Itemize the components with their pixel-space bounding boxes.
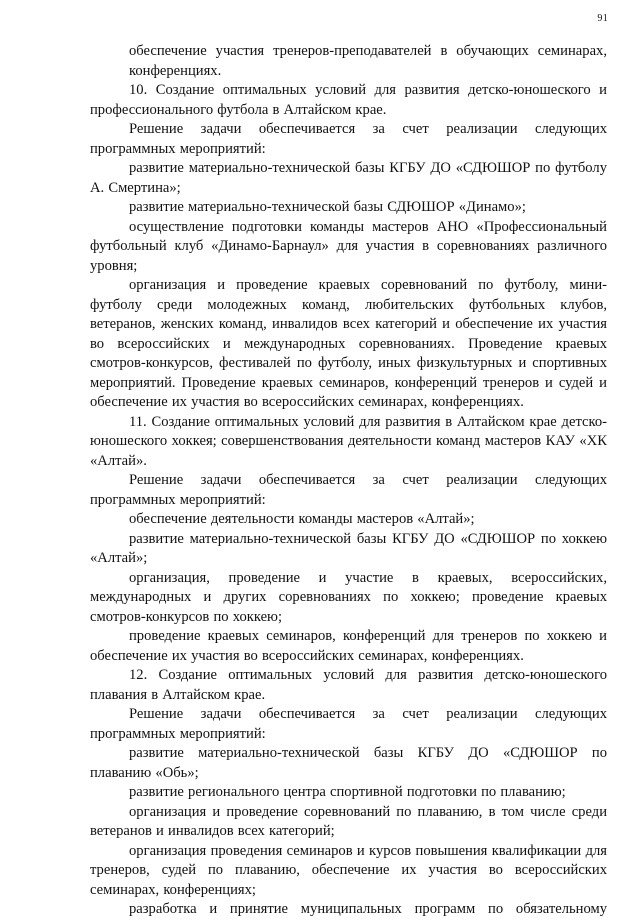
paragraph-task-11-heading: 11. Создание оптимальных условий для развития в Алтайском крае детско-юношеского хоккея; совершенствования деятельности команд мастеров КАУ «ХК «Алтай». [90,413,607,469]
paragraph-task-11-intro: Решение задачи обеспечивается за счет реализации следующих программных мероприятий: [90,472,607,508]
page-number: 91 [597,13,608,24]
paragraph-task-12-heading: 12. Создание оптимальных условий для развития детско-юношеского плавания в Алтайском крае. [90,667,607,703]
paragraph-task-12-item: организация и проведение соревнований по плаванию, в том числе среди ветеранов и инвалидов всех категорий; [90,803,607,839]
paragraph-task-12-intro: Решение задачи обеспечивается за счет реализации следующих программных мероприятий: [90,706,607,742]
paragraph-continuation: обеспечение участия тренеров-преподавателей в обучающих семинарах, конференциях. [129,43,607,79]
paragraph-task-10-item: организация и проведение краевых соревнований по футболу, мини-футболу среди молодежных команд, любительских футбольных клубов, ветеранов, женских команд, инвалидов всех категорий и обеспечение их участия во всероссийских и международных соревнованиях. Проведение краевых смотров-конкурсов, фестивалей по футболу, иных физкультурных и спортивных мероприятий. Проведение краевых семинаров, конференций тренеров и судей и обеспечение их участия во всероссийских семинарах, конференциях. [90,277,607,410]
paragraph-task-10-item: осуществление подготовки команды мастеров АНО «Профессиональный футбольный клуб «Динамо-Барнаул» для участия в соревнованиях различного уровня; [90,218,607,274]
paragraph-task-10-intro: Решение задачи обеспечивается за счет реализации следующих программных мероприятий: [90,121,607,157]
paragraph-task-10-item: развитие материально-технической базы КГБУ ДО «СДЮШОР по футболу А. Смертина»; [90,160,607,196]
paragraph-task-12-item: развитие материально-технической базы КГБУ ДО «СДЮШОР по плаванию «Обь»; [90,745,607,781]
paragraph-task-11-item: проведение краевых семинаров, конференций для тренеров по хоккею и обеспечение их участия во всероссийских семинарах, конференциях. [90,628,607,664]
paragraph-task-11-item: развитие материально-технической базы КГБУ ДО «СДЮШОР по хоккею «Алтай»; [90,530,607,566]
paragraph-task-11-item: обеспечение деятельности команды мастеров «Алтай»; [129,511,475,527]
paragraph-task-10-heading: 10. Создание оптимальных условий для развития детско-юношеского и профессионального футбола в Алтайском крае. [90,82,607,118]
paragraph-task-11-item: организация, проведение и участие в краевых, всероссийских, международных и других соревнованиях по хоккею; проведение краевых смотров-конкурсов по хоккею; [90,569,607,625]
paragraph-task-12-item: организация проведения семинаров и курсов повышения квалификации для тренеров, судей по плаванию, обеспечение их участия во всероссийских семинарах, конференциях; [90,842,607,898]
document-body [90,42,607,920]
paragraph-task-10-item: развитие материально-технической базы СДЮШОР «Динамо»; [129,199,526,215]
paragraph-task-12-item: разработка и принятие муниципальных программ по обязательному [129,901,607,917]
paragraph-task-12-item: развитие регионального центра спортивной подготовки по плаванию; [129,784,566,800]
